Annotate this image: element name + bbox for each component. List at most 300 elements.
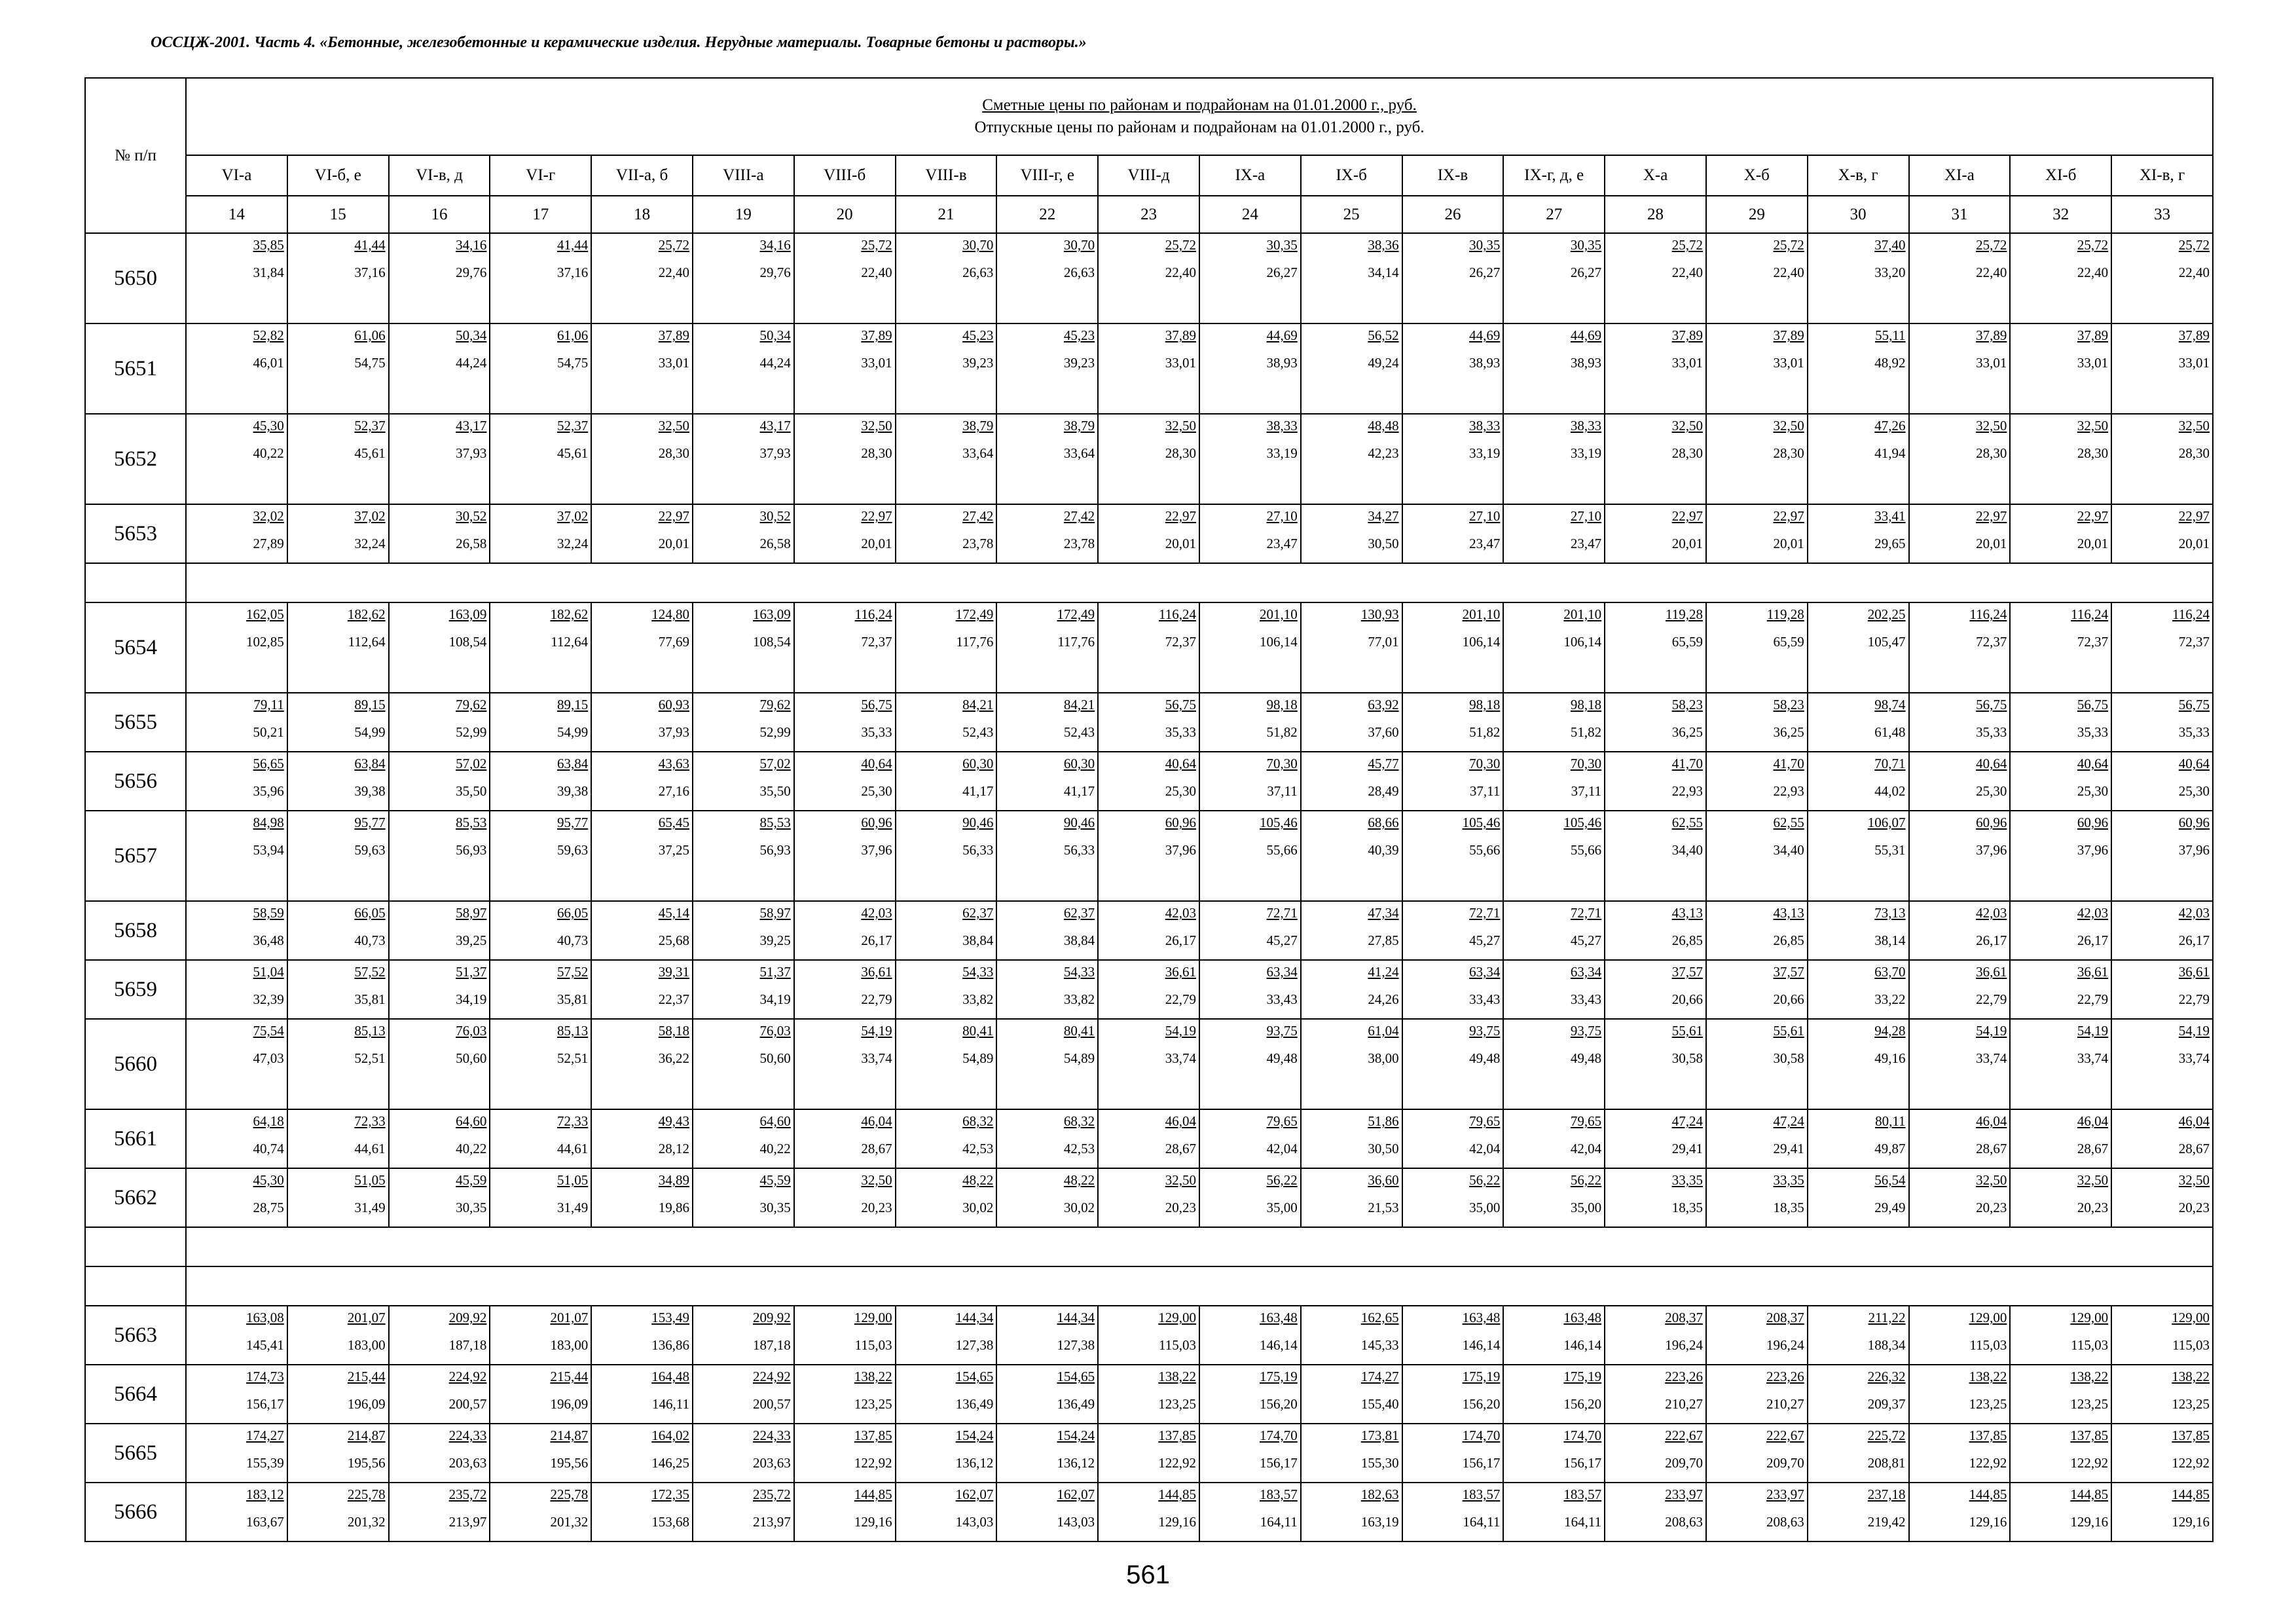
row-number: 5666 (85, 1483, 186, 1541)
release-price: 32,24 (556, 536, 589, 551)
release-price: 54,75 (354, 355, 386, 371)
release-price: 102,85 (246, 634, 284, 650)
price-cell (1301, 1306, 1402, 1365)
price-cell (996, 1483, 1098, 1541)
price-cell (1199, 693, 1301, 752)
price-cell (591, 1019, 693, 1109)
release-price: 26,58 (456, 536, 487, 551)
estimate-price: 72,71 (1266, 905, 1298, 921)
release-price: 45,61 (556, 445, 589, 461)
release-price: 20,66 (1671, 991, 1703, 1007)
price-cell (1301, 233, 1402, 323)
price-cell (896, 1365, 997, 1424)
estimate-price: 174,27 (246, 1428, 284, 1443)
release-price: 28,49 (1368, 783, 1399, 799)
release-price: 19,86 (658, 1200, 689, 1215)
estimate-price: 37,89 (2178, 327, 2210, 343)
estimate-price: 144,85 (2070, 1486, 2109, 1502)
estimate-price: 56,75 (2178, 697, 2210, 712)
price-cell (186, 960, 287, 1019)
estimate-price: 65,45 (658, 815, 689, 830)
row-number: 5654 (85, 602, 186, 693)
estimate-price: 38,33 (1469, 418, 1501, 434)
price-cell (1503, 1365, 1605, 1424)
price-cell (1706, 693, 1808, 752)
release-price: 39,23 (1063, 355, 1095, 371)
price-cell (186, 1365, 287, 1424)
price-cell (794, 1365, 896, 1424)
price-cell (591, 1168, 693, 1227)
price-cell (2111, 1306, 2213, 1365)
estimate-price: 63,34 (1469, 964, 1501, 980)
price-cell (1605, 811, 1706, 901)
price-cell (693, 901, 794, 960)
estimate-price: 32,50 (1165, 418, 1196, 434)
estimate-price: 25,72 (861, 237, 892, 253)
table-row (85, 960, 2213, 1019)
release-price: 44,61 (354, 1141, 386, 1156)
estimate-price: 129,00 (854, 1310, 892, 1325)
release-price: 33,82 (1063, 991, 1095, 1007)
price-cell (1706, 960, 1808, 1019)
estimate-price: 106,07 (1867, 815, 1906, 830)
release-price: 108,54 (448, 634, 487, 650)
price-cell (1808, 693, 1909, 752)
estimate-price: 34,16 (759, 237, 791, 253)
estimate-price: 215,44 (347, 1369, 386, 1384)
estimate-price: 56,75 (1165, 697, 1196, 712)
price-cell (1909, 1365, 2011, 1424)
price-cell (1098, 504, 1199, 563)
price-cell (693, 811, 794, 901)
release-price: 34,40 (1671, 842, 1703, 858)
release-price: 195,56 (550, 1455, 589, 1471)
release-price: 61,48 (1874, 724, 1906, 740)
estimate-price: 56,65 (253, 756, 284, 771)
release-price: 108,54 (753, 634, 791, 650)
price-cell (1503, 1019, 1605, 1109)
release-price: 201,32 (347, 1514, 386, 1530)
release-price: 36,25 (1773, 724, 1804, 740)
price-cell (389, 811, 490, 901)
release-price: 44,24 (456, 355, 487, 371)
estimate-price: 51,86 (1368, 1113, 1399, 1129)
price-cell (1909, 233, 2011, 323)
price-cell (693, 1365, 794, 1424)
estimate-price: 64,60 (456, 1113, 487, 1129)
price-cell (1605, 233, 1706, 323)
release-price: 203,63 (753, 1455, 791, 1471)
price-cell (490, 602, 591, 693)
estimate-price: 56,75 (2077, 697, 2109, 712)
price-cell (1301, 901, 1402, 960)
price-cell (287, 504, 389, 563)
price-cell (1909, 693, 2011, 752)
release-price: 156,20 (1563, 1396, 1602, 1412)
release-price: 33,01 (658, 355, 689, 371)
price-cell (1909, 1306, 2011, 1365)
release-price: 39,25 (456, 932, 487, 948)
estimate-price: 32,02 (253, 508, 284, 524)
estimate-price: 57,52 (354, 964, 386, 980)
price-cell (996, 960, 1098, 1019)
estimate-price: 47,24 (1773, 1113, 1804, 1129)
estimate-price: 79,11 (253, 697, 284, 712)
release-price: 30,02 (1063, 1200, 1095, 1215)
estimate-price: 32,50 (2178, 1172, 2210, 1188)
release-price: 143,03 (955, 1514, 994, 1530)
price-cell (794, 752, 896, 811)
release-price: 46,01 (253, 355, 284, 371)
release-price: 23,78 (962, 536, 994, 551)
price-cell (490, 1424, 591, 1483)
release-price: 54,89 (962, 1050, 994, 1066)
estimate-price: 54,33 (962, 964, 994, 980)
price-cell (389, 414, 490, 504)
estimate-price: 137,85 (2070, 1428, 2109, 1443)
estimate-price: 60,96 (1976, 815, 2007, 830)
estimate-price: 153,49 (651, 1310, 689, 1325)
estimate-price: 58,23 (1773, 697, 1804, 712)
estimate-price: 41,44 (354, 237, 386, 253)
estimate-price: 36,61 (2077, 964, 2109, 980)
estimate-price: 36,61 (1976, 964, 2007, 980)
release-price: 45,27 (1266, 932, 1298, 948)
estimate-price: 60,93 (658, 697, 689, 712)
release-price: 20,23 (1165, 1200, 1196, 1215)
price-cell (1909, 811, 2011, 901)
price-cell (1301, 1424, 1402, 1483)
release-price: 210,27 (1665, 1396, 1703, 1412)
row-number: 5659 (85, 960, 186, 1019)
price-cell (1402, 233, 1504, 323)
estimate-price: 144,34 (1057, 1310, 1095, 1325)
release-price-title: Отпускные цены по районам и подрайонам на 01.01.2000 г., руб. (974, 119, 1425, 136)
estimate-price: 22,97 (2077, 508, 2109, 524)
price-cell (996, 693, 1098, 752)
estimate-price: 42,03 (2077, 905, 2109, 921)
price-cell (1909, 1483, 2011, 1541)
price-cell (591, 414, 693, 504)
estimate-price: 22,97 (1671, 508, 1703, 524)
estimate-price: 56,22 (1570, 1172, 1602, 1188)
price-cell (1605, 414, 1706, 504)
release-price: 39,38 (354, 783, 386, 799)
release-price: 77,01 (1368, 634, 1399, 650)
estimate-price: 209,92 (448, 1310, 487, 1325)
release-price: 33,01 (861, 355, 892, 371)
release-price: 156,17 (246, 1396, 284, 1412)
release-price: 37,96 (1976, 842, 2007, 858)
price-cell (591, 752, 693, 811)
release-price: 37,11 (1469, 783, 1501, 799)
price-cell (1503, 1306, 1605, 1365)
estimate-price: 64,60 (759, 1113, 791, 1129)
release-price: 36,22 (658, 1050, 689, 1066)
release-price: 196,24 (1665, 1337, 1703, 1353)
estimate-price: 38,79 (1063, 418, 1095, 434)
price-cell (591, 1306, 693, 1365)
price-cell (996, 323, 1098, 414)
price-cell (186, 602, 287, 693)
region-header: IX-б (1301, 155, 1402, 196)
price-cell (186, 233, 287, 323)
price-cell (1199, 1365, 1301, 1424)
estimate-price: 163,09 (753, 606, 791, 622)
release-price: 51,82 (1266, 724, 1298, 740)
estimate-price: 226,32 (1867, 1369, 1906, 1384)
estimate-price: 32,50 (1976, 418, 2007, 434)
release-price: 27,89 (253, 536, 284, 551)
release-price: 33,19 (1266, 445, 1298, 461)
release-price: 30,58 (1671, 1050, 1703, 1066)
column-number: 21 (896, 196, 997, 233)
release-price: 52,99 (456, 724, 487, 740)
release-price: 44,02 (1874, 783, 1906, 799)
price-cell (1402, 1483, 1504, 1541)
price-cell (1503, 504, 1605, 563)
release-price: 122,92 (854, 1455, 892, 1471)
estimate-price: 174,73 (246, 1369, 284, 1384)
price-cell (2111, 323, 2213, 414)
estimate-price: 37,57 (1671, 964, 1703, 980)
estimate-price: 32,50 (861, 1172, 892, 1188)
release-price: 26,27 (1570, 265, 1602, 280)
release-price: 51,82 (1469, 724, 1501, 740)
release-price: 115,03 (2172, 1337, 2210, 1353)
estimate-price: 76,03 (456, 1023, 487, 1039)
release-price: 37,16 (354, 265, 386, 280)
region-header: X-б (1706, 155, 1808, 196)
release-price: 49,48 (1266, 1050, 1298, 1066)
price-cell (693, 1306, 794, 1365)
region-header: VIII-а (693, 155, 794, 196)
price-cell (591, 960, 693, 1019)
price-cell (2010, 1109, 2111, 1168)
release-price: 38,84 (1063, 932, 1095, 948)
estimate-price: 30,52 (759, 508, 791, 524)
release-price: 33,82 (962, 991, 994, 1007)
estimate-price: 46,04 (2178, 1113, 2210, 1129)
price-cell (693, 323, 794, 414)
release-price: 33,74 (861, 1050, 892, 1066)
estimate-price: 34,89 (658, 1172, 689, 1188)
estimate-price: 105,46 (1563, 815, 1602, 830)
release-price: 40,73 (556, 932, 589, 948)
table-row (85, 602, 2213, 693)
estimate-price: 137,85 (1158, 1428, 1196, 1443)
price-cell (1808, 323, 1909, 414)
release-price: 28,30 (2077, 445, 2109, 461)
price-cell (1706, 323, 1808, 414)
release-price: 35,50 (456, 783, 487, 799)
price-cell (2111, 693, 2213, 752)
price-cell (490, 1483, 591, 1541)
estimate-price: 43,13 (1773, 905, 1804, 921)
price-cell (996, 233, 1098, 323)
price-cell (1503, 1424, 1605, 1483)
price-cell (1098, 752, 1199, 811)
price-cell (2111, 1424, 2213, 1483)
price-cell (1402, 1365, 1504, 1424)
price-cell (1808, 811, 1909, 901)
column-number: 28 (1605, 196, 1706, 233)
release-price: 28,67 (1165, 1141, 1196, 1156)
estimate-price: 182,62 (347, 606, 386, 622)
region-header-row (85, 155, 2213, 196)
estimate-price: 72,71 (1469, 905, 1501, 921)
price-cell (2010, 323, 2111, 414)
price-cell (896, 233, 997, 323)
estimate-price: 68,32 (962, 1113, 994, 1129)
release-price: 29,41 (1671, 1141, 1703, 1156)
estimate-price-title: Сметные цены по районам и подрайонам на 01.01.2000 г., руб. (982, 96, 1417, 114)
release-price: 20,23 (861, 1200, 892, 1215)
estimate-price: 40,64 (1976, 756, 2007, 771)
release-price: 44,24 (759, 355, 791, 371)
estimate-price: 44,69 (1570, 327, 1602, 343)
release-price: 37,96 (2178, 842, 2210, 858)
price-cell (591, 901, 693, 960)
release-price: 112,64 (551, 634, 589, 650)
release-price: 28,67 (1976, 1141, 2007, 1156)
release-price: 54,89 (1063, 1050, 1095, 1066)
price-cell (186, 504, 287, 563)
release-price: 28,30 (1773, 445, 1804, 461)
price-cell (389, 1424, 490, 1483)
release-price: 30,58 (1773, 1050, 1804, 1066)
price-cell (2111, 602, 2213, 693)
release-price: 33,74 (2077, 1050, 2109, 1066)
row-number: 5660 (85, 1019, 186, 1109)
estimate-price: 40,64 (1165, 756, 1196, 771)
empty-cell (186, 563, 2213, 602)
estimate-price: 36,61 (2178, 964, 2210, 980)
estimate-price: 162,07 (1057, 1486, 1095, 1502)
price-cell (287, 1168, 389, 1227)
release-price: 28,67 (2178, 1141, 2210, 1156)
price-cell (1402, 960, 1504, 1019)
estimate-price: 202,25 (1867, 606, 1906, 622)
estimate-price: 90,46 (1063, 815, 1095, 830)
price-cell (1503, 602, 1605, 693)
estimate-price: 32,50 (2077, 1172, 2109, 1188)
price-cell (896, 1306, 997, 1365)
region-header: VI-в, д (389, 155, 490, 196)
release-price: 48,92 (1874, 355, 1906, 371)
price-cell (1808, 1365, 1909, 1424)
region-header: VI-а (186, 155, 287, 196)
release-price: 44,61 (556, 1141, 589, 1156)
release-price: 22,40 (861, 265, 892, 280)
price-cell (1301, 1365, 1402, 1424)
release-price: 77,69 (658, 634, 689, 650)
release-price: 136,12 (955, 1455, 994, 1471)
release-price: 37,96 (861, 842, 892, 858)
price-cell (389, 752, 490, 811)
document-header: ОССЦЖ-2001. Часть 4. «Бетонные, железобетонные и керамические изделия. Нерудные материалы. Товарные бетоны и растворы.» (151, 34, 1087, 51)
price-cell (1301, 752, 1402, 811)
release-price: 20,66 (1773, 991, 1804, 1007)
price-cell (1301, 504, 1402, 563)
price-cell (1706, 1424, 1808, 1483)
release-price: 37,11 (1571, 783, 1602, 799)
release-price: 34,14 (1368, 265, 1399, 280)
release-price: 54,75 (556, 355, 589, 371)
release-price: 23,47 (1266, 536, 1298, 551)
release-price: 35,81 (556, 991, 589, 1007)
price-cell (490, 1168, 591, 1227)
price-cell (1301, 602, 1402, 693)
price-cell (1098, 1168, 1199, 1227)
price-cell (2010, 901, 2111, 960)
price-cell (591, 1109, 693, 1168)
row-number: 5663 (85, 1306, 186, 1365)
release-price: 209,70 (1665, 1455, 1703, 1471)
price-cell (287, 323, 389, 414)
estimate-price: 39,31 (658, 964, 689, 980)
release-price: 26,58 (759, 536, 791, 551)
estimate-price: 116,24 (1969, 606, 2007, 622)
release-price: 136,12 (1057, 1455, 1095, 1471)
price-cell (287, 811, 389, 901)
release-price: 52,43 (962, 724, 994, 740)
price-cell (1909, 602, 2011, 693)
estimate-price: 58,97 (456, 905, 487, 921)
release-price: 20,23 (2178, 1200, 2210, 1215)
estimate-price: 79,65 (1469, 1113, 1501, 1129)
release-price: 156,20 (1462, 1396, 1501, 1412)
estimate-price: 22,97 (1773, 508, 1804, 524)
estimate-price: 35,85 (253, 237, 284, 253)
estimate-price: 32,50 (658, 418, 689, 434)
price-cell (490, 414, 591, 504)
estimate-price: 38,79 (962, 418, 994, 434)
release-price: 22,93 (1773, 783, 1804, 799)
estimate-price: 60,96 (2077, 815, 2109, 830)
estimate-price: 163,08 (246, 1310, 284, 1325)
estimate-price: 105,46 (1260, 815, 1298, 830)
estimate-price: 144,85 (1158, 1486, 1196, 1502)
estimate-price: 54,19 (1165, 1023, 1196, 1039)
price-cell (1199, 1109, 1301, 1168)
estimate-price: 56,22 (1266, 1172, 1298, 1188)
release-price: 50,60 (456, 1050, 487, 1066)
estimate-price: 137,85 (854, 1428, 892, 1443)
release-price: 29,49 (1874, 1200, 1906, 1215)
estimate-price: 80,41 (1063, 1023, 1095, 1039)
price-cell (2111, 1483, 2213, 1541)
release-price: 129,16 (854, 1514, 892, 1530)
estimate-price: 201,07 (550, 1310, 589, 1325)
region-header: IX-в (1402, 155, 1504, 196)
estimate-price: 163,48 (1563, 1310, 1602, 1325)
estimate-price: 138,22 (1158, 1369, 1196, 1384)
release-price: 123,25 (2070, 1396, 2109, 1412)
price-cell (896, 414, 997, 504)
price-cell (186, 752, 287, 811)
release-price: 33,43 (1469, 991, 1501, 1007)
estimate-price: 124,80 (651, 606, 689, 622)
estimate-price: 63,34 (1266, 964, 1298, 980)
price-cell (1301, 811, 1402, 901)
estimate-price: 80,11 (1875, 1113, 1906, 1129)
release-price: 26,63 (1063, 265, 1095, 280)
price-cell (1402, 602, 1504, 693)
estimate-price: 84,98 (253, 815, 284, 830)
release-price: 195,56 (347, 1455, 386, 1471)
estimate-price: 30,35 (1266, 237, 1298, 253)
